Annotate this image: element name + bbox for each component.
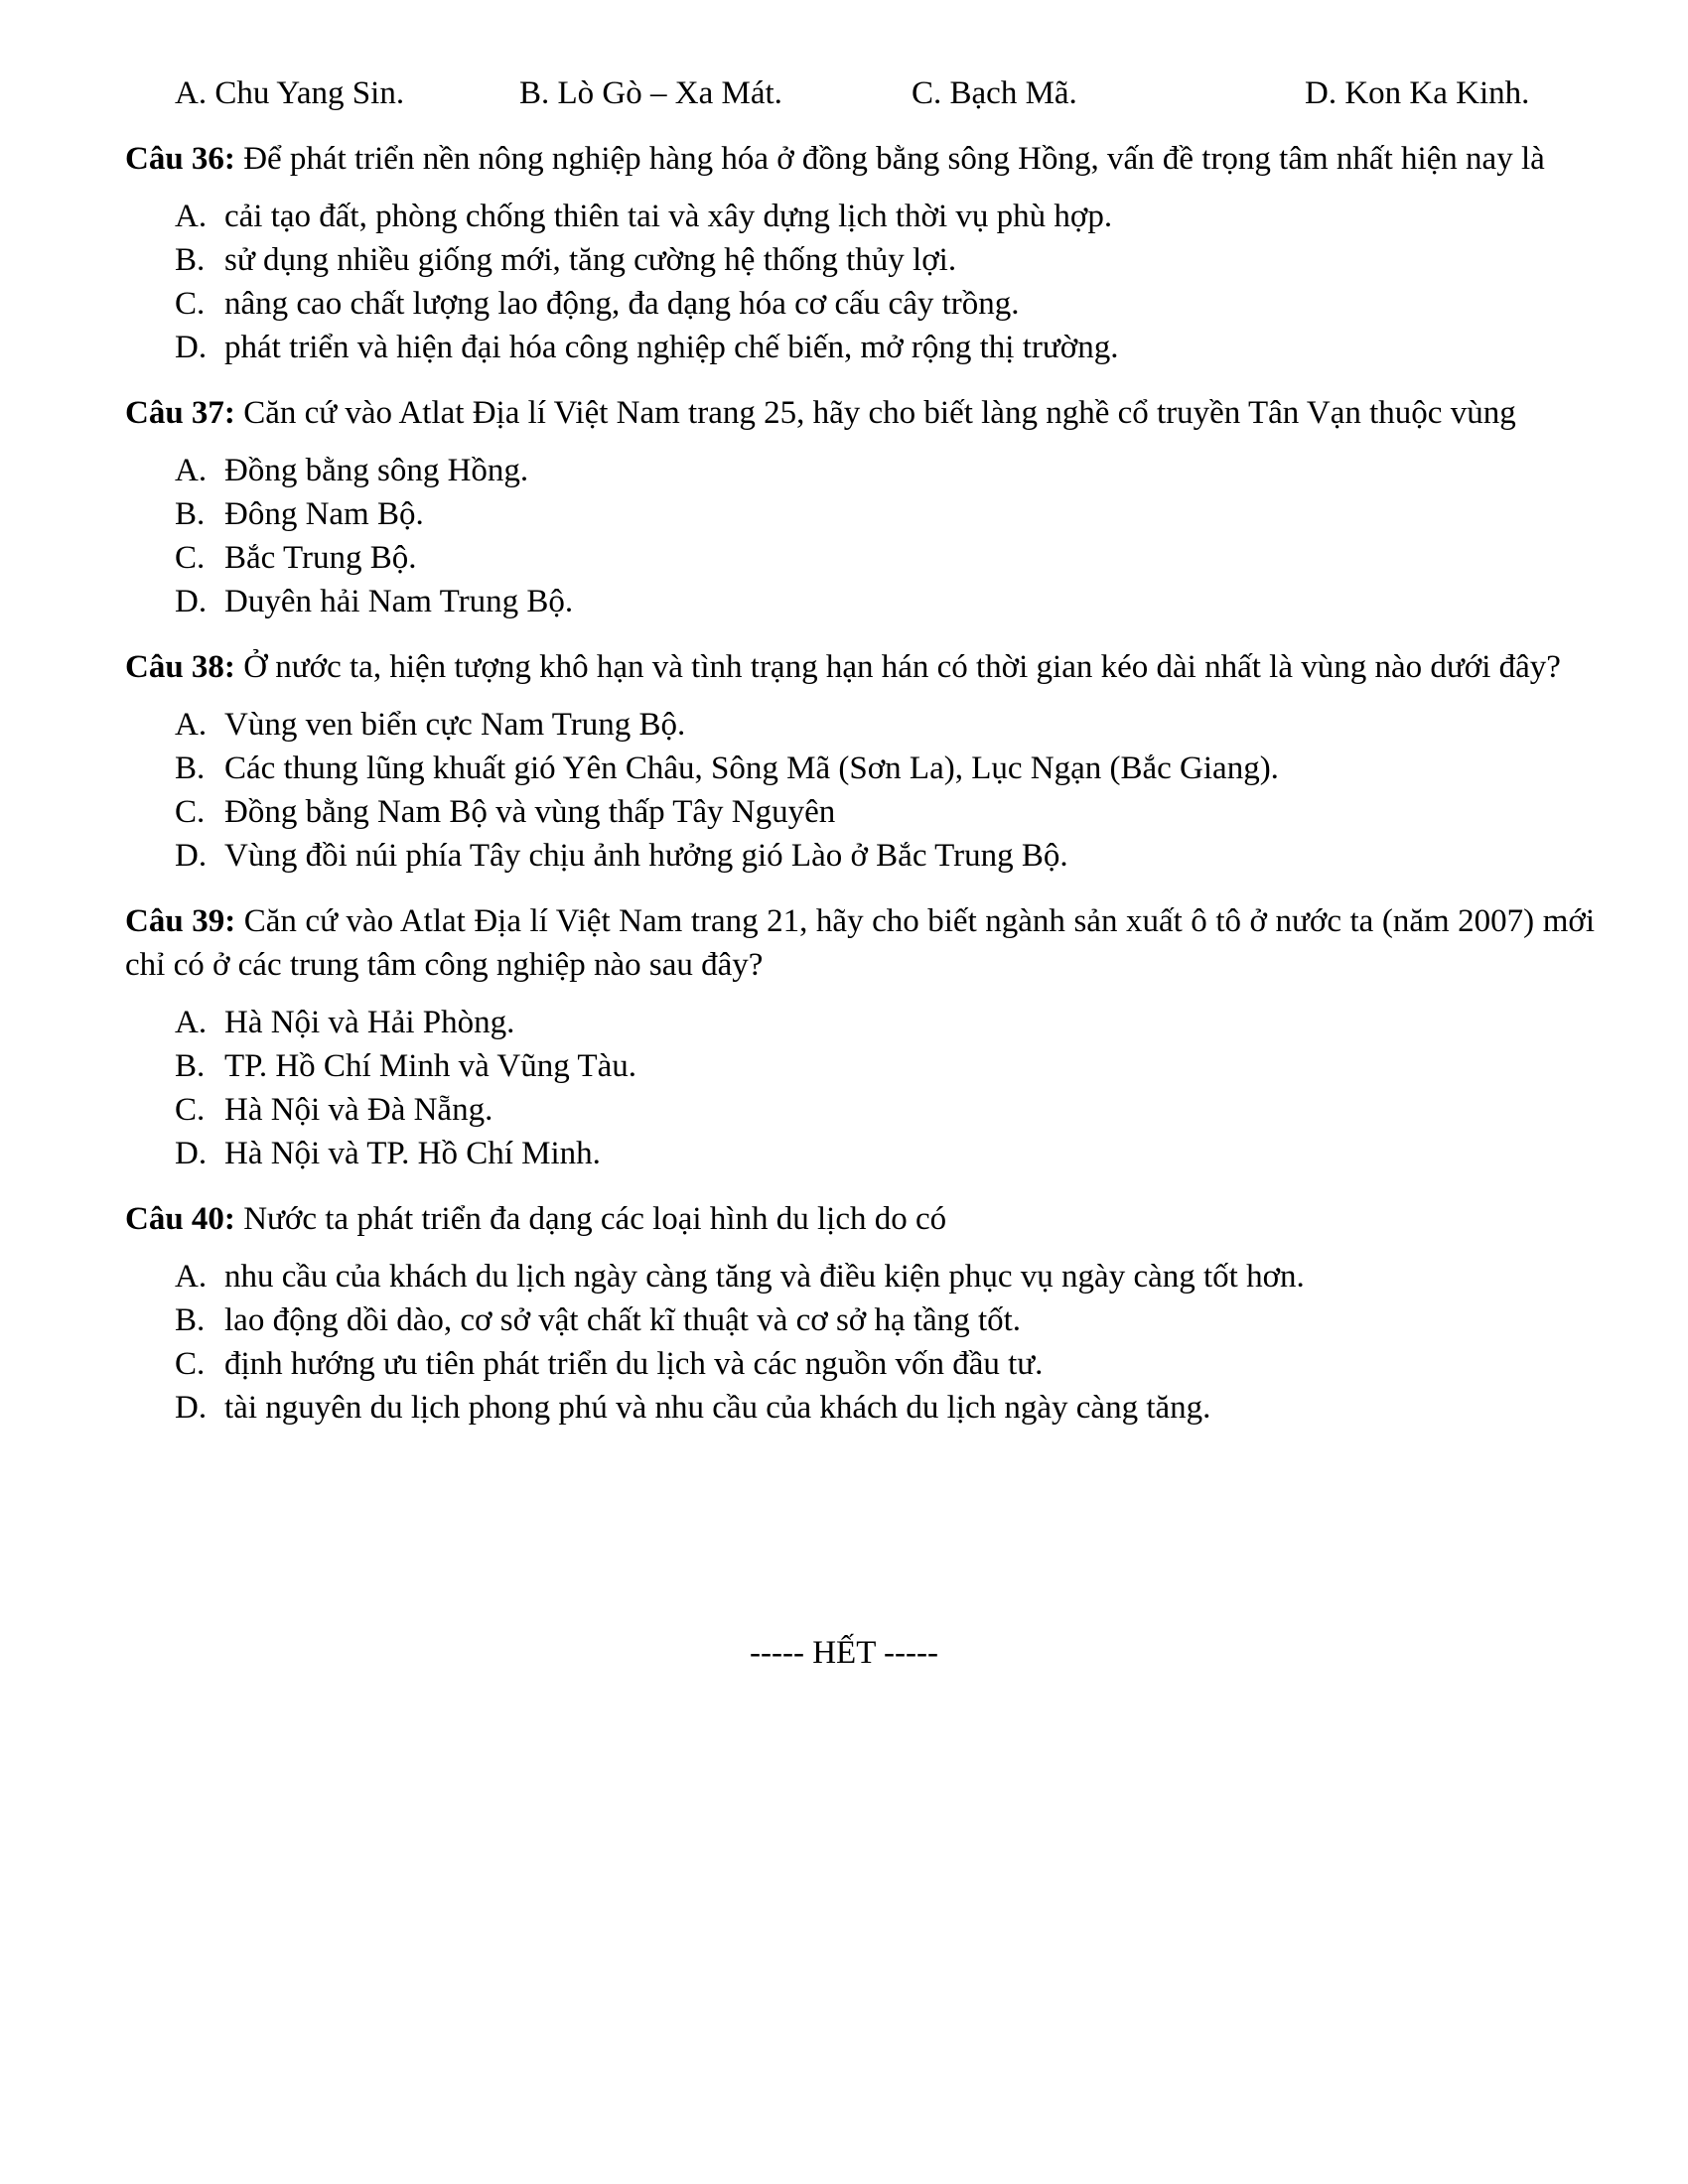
- option-b: [175, 1298, 1595, 1342]
- question-40: [125, 1197, 1595, 1241]
- option-text: sử dụng nhiều giống mới, tăng cường hệ thống thủy lợi.: [224, 242, 957, 278]
- option-a: [175, 1255, 1595, 1298]
- option-a: [175, 195, 1595, 238]
- option-key: B.: [175, 242, 206, 278]
- option-b: [175, 492, 1595, 536]
- option-key: B.: [175, 496, 206, 532]
- question-label: Câu 37:: [125, 395, 235, 431]
- option-text: Bắc Trung Bộ.: [224, 540, 417, 576]
- option-text: Đông Nam Bộ.: [224, 496, 424, 532]
- option-a: [175, 1001, 1595, 1044]
- question-text: Nước ta phát triển đa dạng các loại hình du lịch do có: [243, 1201, 947, 1237]
- option-key: C.: [175, 286, 206, 322]
- option-text: định hướng ưu tiên phát triển du lịch và các nguồn vốn đầu tư.: [224, 1346, 1044, 1382]
- option-key: A.: [175, 707, 208, 743]
- option-key: D.: [175, 584, 208, 619]
- question-36: [125, 137, 1595, 181]
- option-key: B.: [175, 1048, 206, 1084]
- option-c: [175, 1088, 1595, 1132]
- option-key: B.: [175, 751, 206, 786]
- option-key: D.: [175, 838, 208, 874]
- option-text: Hà Nội và Hải Phòng.: [224, 1005, 515, 1040]
- question-37-options: [175, 449, 1595, 623]
- exam-page: [125, 71, 1595, 1430]
- question-text: Ở nước ta, hiện tượng khô hạn và tình trạng hạn hán có thời gian kéo dài nhất là vùng nào dưới đây?: [243, 649, 1561, 685]
- question-36-options: [175, 195, 1595, 369]
- option-text: Đồng bằng sông Hồng.: [224, 453, 529, 488]
- question-text: Căn cứ vào Atlat Địa lí Việt Nam trang 25, hãy cho biết làng nghề cổ truyền Tân Vạn thuộc vùng: [243, 395, 1516, 431]
- option-text: nhu cầu của khách du lịch ngày càng tăng và điều kiện phục vụ ngày càng tốt hơn.: [224, 1259, 1305, 1295]
- option-text: Vùng ven biển cực Nam Trung Bộ.: [224, 707, 686, 743]
- option-key: D.: [175, 330, 208, 365]
- q35-option-a: A. Chu Yang Sin.: [175, 75, 405, 111]
- option-a: [175, 449, 1595, 492]
- question-39: [125, 899, 1595, 987]
- option-text: Vùng đồi núi phía Tây chịu ảnh hưởng gió Lào ở Bắc Trung Bộ.: [224, 838, 1068, 874]
- question-39-options: [175, 1001, 1595, 1175]
- option-key: A.: [175, 199, 208, 234]
- option-key: D.: [175, 1390, 208, 1426]
- option-text: tài nguyên du lịch phong phú và nhu cầu của khách du lịch ngày càng tăng.: [224, 1390, 1211, 1426]
- option-text: TP. Hồ Chí Minh và Vũng Tàu.: [224, 1048, 636, 1084]
- option-b: [175, 238, 1595, 282]
- option-text: Đồng bằng Nam Bộ và vùng thấp Tây Nguyên: [224, 794, 836, 830]
- option-text: Hà Nội và TP. Hồ Chí Minh.: [224, 1136, 601, 1171]
- option-c: [175, 790, 1595, 834]
- option-a: [175, 703, 1595, 747]
- option-key: C.: [175, 540, 206, 576]
- option-text: phát triển và hiện đại hóa công nghiệp chế biến, mở rộng thị trường.: [224, 330, 1119, 365]
- option-key: B.: [175, 1302, 206, 1338]
- option-text: cải tạo đất, phòng chống thiên tai và xây dựng lịch thời vụ phù hợp.: [224, 199, 1113, 234]
- option-d: [175, 580, 1595, 623]
- option-text: nâng cao chất lượng lao động, đa dạng hóa cơ cấu cây trồng.: [224, 286, 1020, 322]
- q35-option-c: C. Bạch Mã.: [912, 75, 1077, 111]
- q35-options-row: [175, 71, 1595, 115]
- option-text: Các thung lũng khuất gió Yên Châu, Sông Mã (Sơn La), Lục Ngạn (Bắc Giang).: [224, 751, 1279, 786]
- question-text: Căn cứ vào Atlat Địa lí Việt Nam trang 21, hãy cho biết ngành sản xuất ô tô ở nước ta (năm 2007) mới chỉ có ở các trung tâm công nghiệp nào sau đây?: [125, 903, 1595, 983]
- question-38-options: [175, 703, 1595, 878]
- option-text: Hà Nội và Đà Nẵng.: [224, 1092, 493, 1128]
- option-key: A.: [175, 1005, 208, 1040]
- option-text: Duyên hải Nam Trung Bộ.: [224, 584, 574, 619]
- question-label: Câu 36:: [125, 141, 235, 177]
- option-text: lao động dồi dào, cơ sở vật chất kĩ thuật và cơ sở hạ tầng tốt.: [224, 1302, 1022, 1338]
- question-37: [125, 391, 1595, 435]
- option-b: [175, 747, 1595, 790]
- question-label: Câu 39:: [125, 903, 236, 939]
- option-d: [175, 1132, 1595, 1175]
- question-40-options: [175, 1255, 1595, 1430]
- option-c: [175, 1342, 1595, 1386]
- q35-option-b: B. Lò Gò – Xa Mát.: [519, 75, 782, 111]
- option-d: [175, 326, 1595, 369]
- option-key: C.: [175, 1346, 206, 1382]
- end-of-exam-marker: ----- HẾT -----: [750, 1635, 938, 1671]
- option-key: D.: [175, 1136, 208, 1171]
- option-d: [175, 1386, 1595, 1430]
- question-label: Câu 38:: [125, 649, 235, 685]
- question-text: Để phát triển nền nông nghiệp hàng hóa ở đồng bằng sông Hồng, vấn đề trọng tâm nhất hiện nay là: [243, 141, 1545, 177]
- question-38: [125, 645, 1595, 689]
- q35-option-d: D. Kon Ka Kinh.: [1305, 75, 1530, 111]
- option-key: C.: [175, 1092, 206, 1128]
- option-d: [175, 834, 1595, 878]
- option-key: C.: [175, 794, 206, 830]
- option-c: [175, 536, 1595, 580]
- option-b: [175, 1044, 1595, 1088]
- question-label: Câu 40:: [125, 1201, 235, 1237]
- option-key: A.: [175, 1259, 208, 1295]
- option-key: A.: [175, 453, 208, 488]
- option-c: [175, 282, 1595, 326]
